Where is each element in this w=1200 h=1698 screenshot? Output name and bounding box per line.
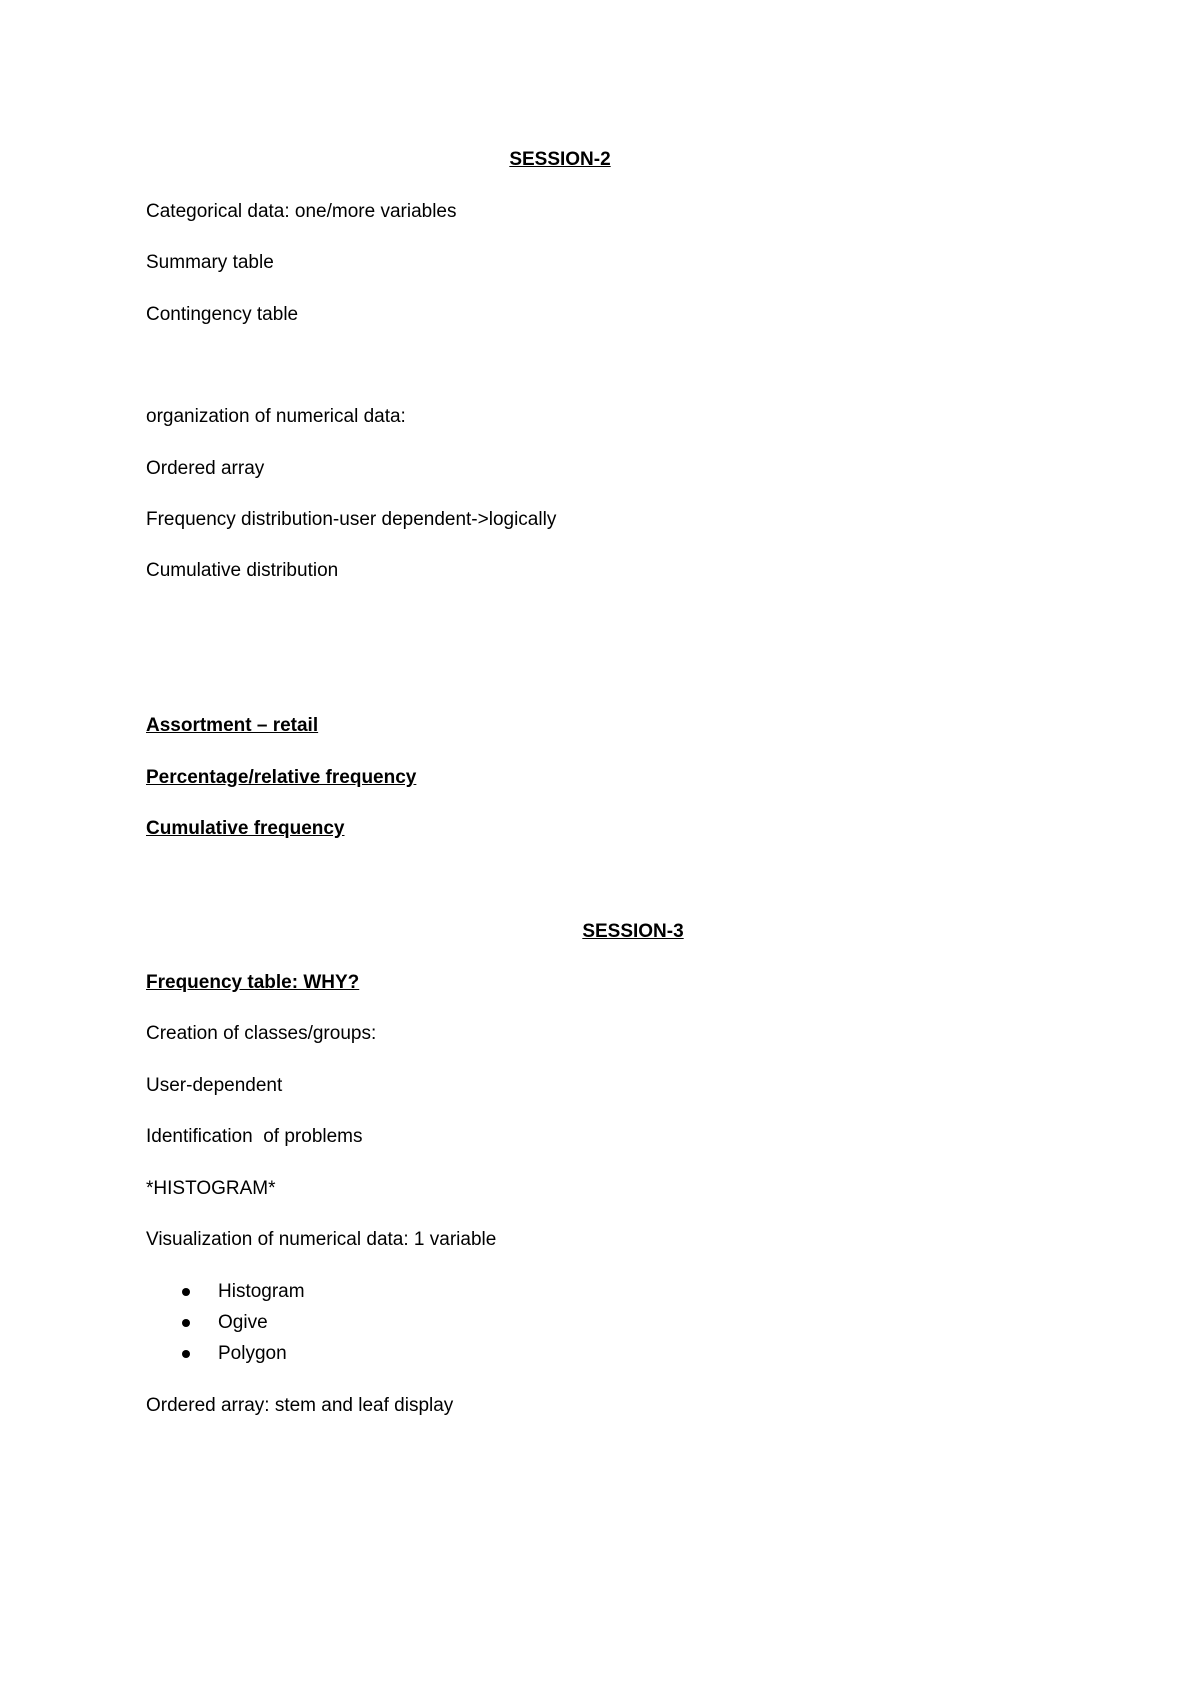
bullet-icon	[182, 1288, 190, 1296]
text-line: Ordered array	[146, 458, 265, 479]
bold-underlined-line: Assortment – retail	[146, 715, 319, 736]
list-item	[146, 1280, 305, 1311]
session-2-heading: SESSION-2	[509, 149, 611, 170]
bullet-list	[146, 1280, 305, 1373]
text-line: *HISTOGRAM*	[146, 1178, 276, 1199]
bullet-icon	[182, 1319, 190, 1327]
list-item	[146, 1342, 305, 1373]
session-3-heading: SESSION-3	[582, 921, 684, 942]
bold-underlined-line: Frequency table: WHY?	[146, 972, 360, 993]
text-line: organization of numerical data:	[146, 406, 406, 427]
list-item-label: Polygon	[218, 1343, 287, 1364]
text-line: Ordered array: stem and leaf display	[146, 1395, 454, 1416]
text-line: User-dependent	[146, 1075, 283, 1096]
list-item-label: Histogram	[218, 1281, 305, 1302]
text-line: Visualization of numerical data: 1 variable	[146, 1229, 497, 1250]
text-line: Identification of problems	[146, 1126, 363, 1147]
text-line: Summary table	[146, 252, 274, 273]
bold-underlined-line: Cumulative frequency	[146, 818, 345, 839]
text-line: Cumulative distribution	[146, 560, 339, 581]
list-item-label: Ogive	[218, 1312, 268, 1333]
text-line: Categorical data: one/more variables	[146, 201, 457, 222]
bullet-icon	[182, 1350, 190, 1358]
list-item	[146, 1311, 305, 1342]
bold-underlined-line: Percentage/relative frequency	[146, 767, 417, 788]
text-line: Contingency table	[146, 304, 299, 325]
text-line: Creation of classes/groups:	[146, 1023, 377, 1044]
text-line: Frequency distribution-user dependent->logically	[146, 509, 557, 530]
